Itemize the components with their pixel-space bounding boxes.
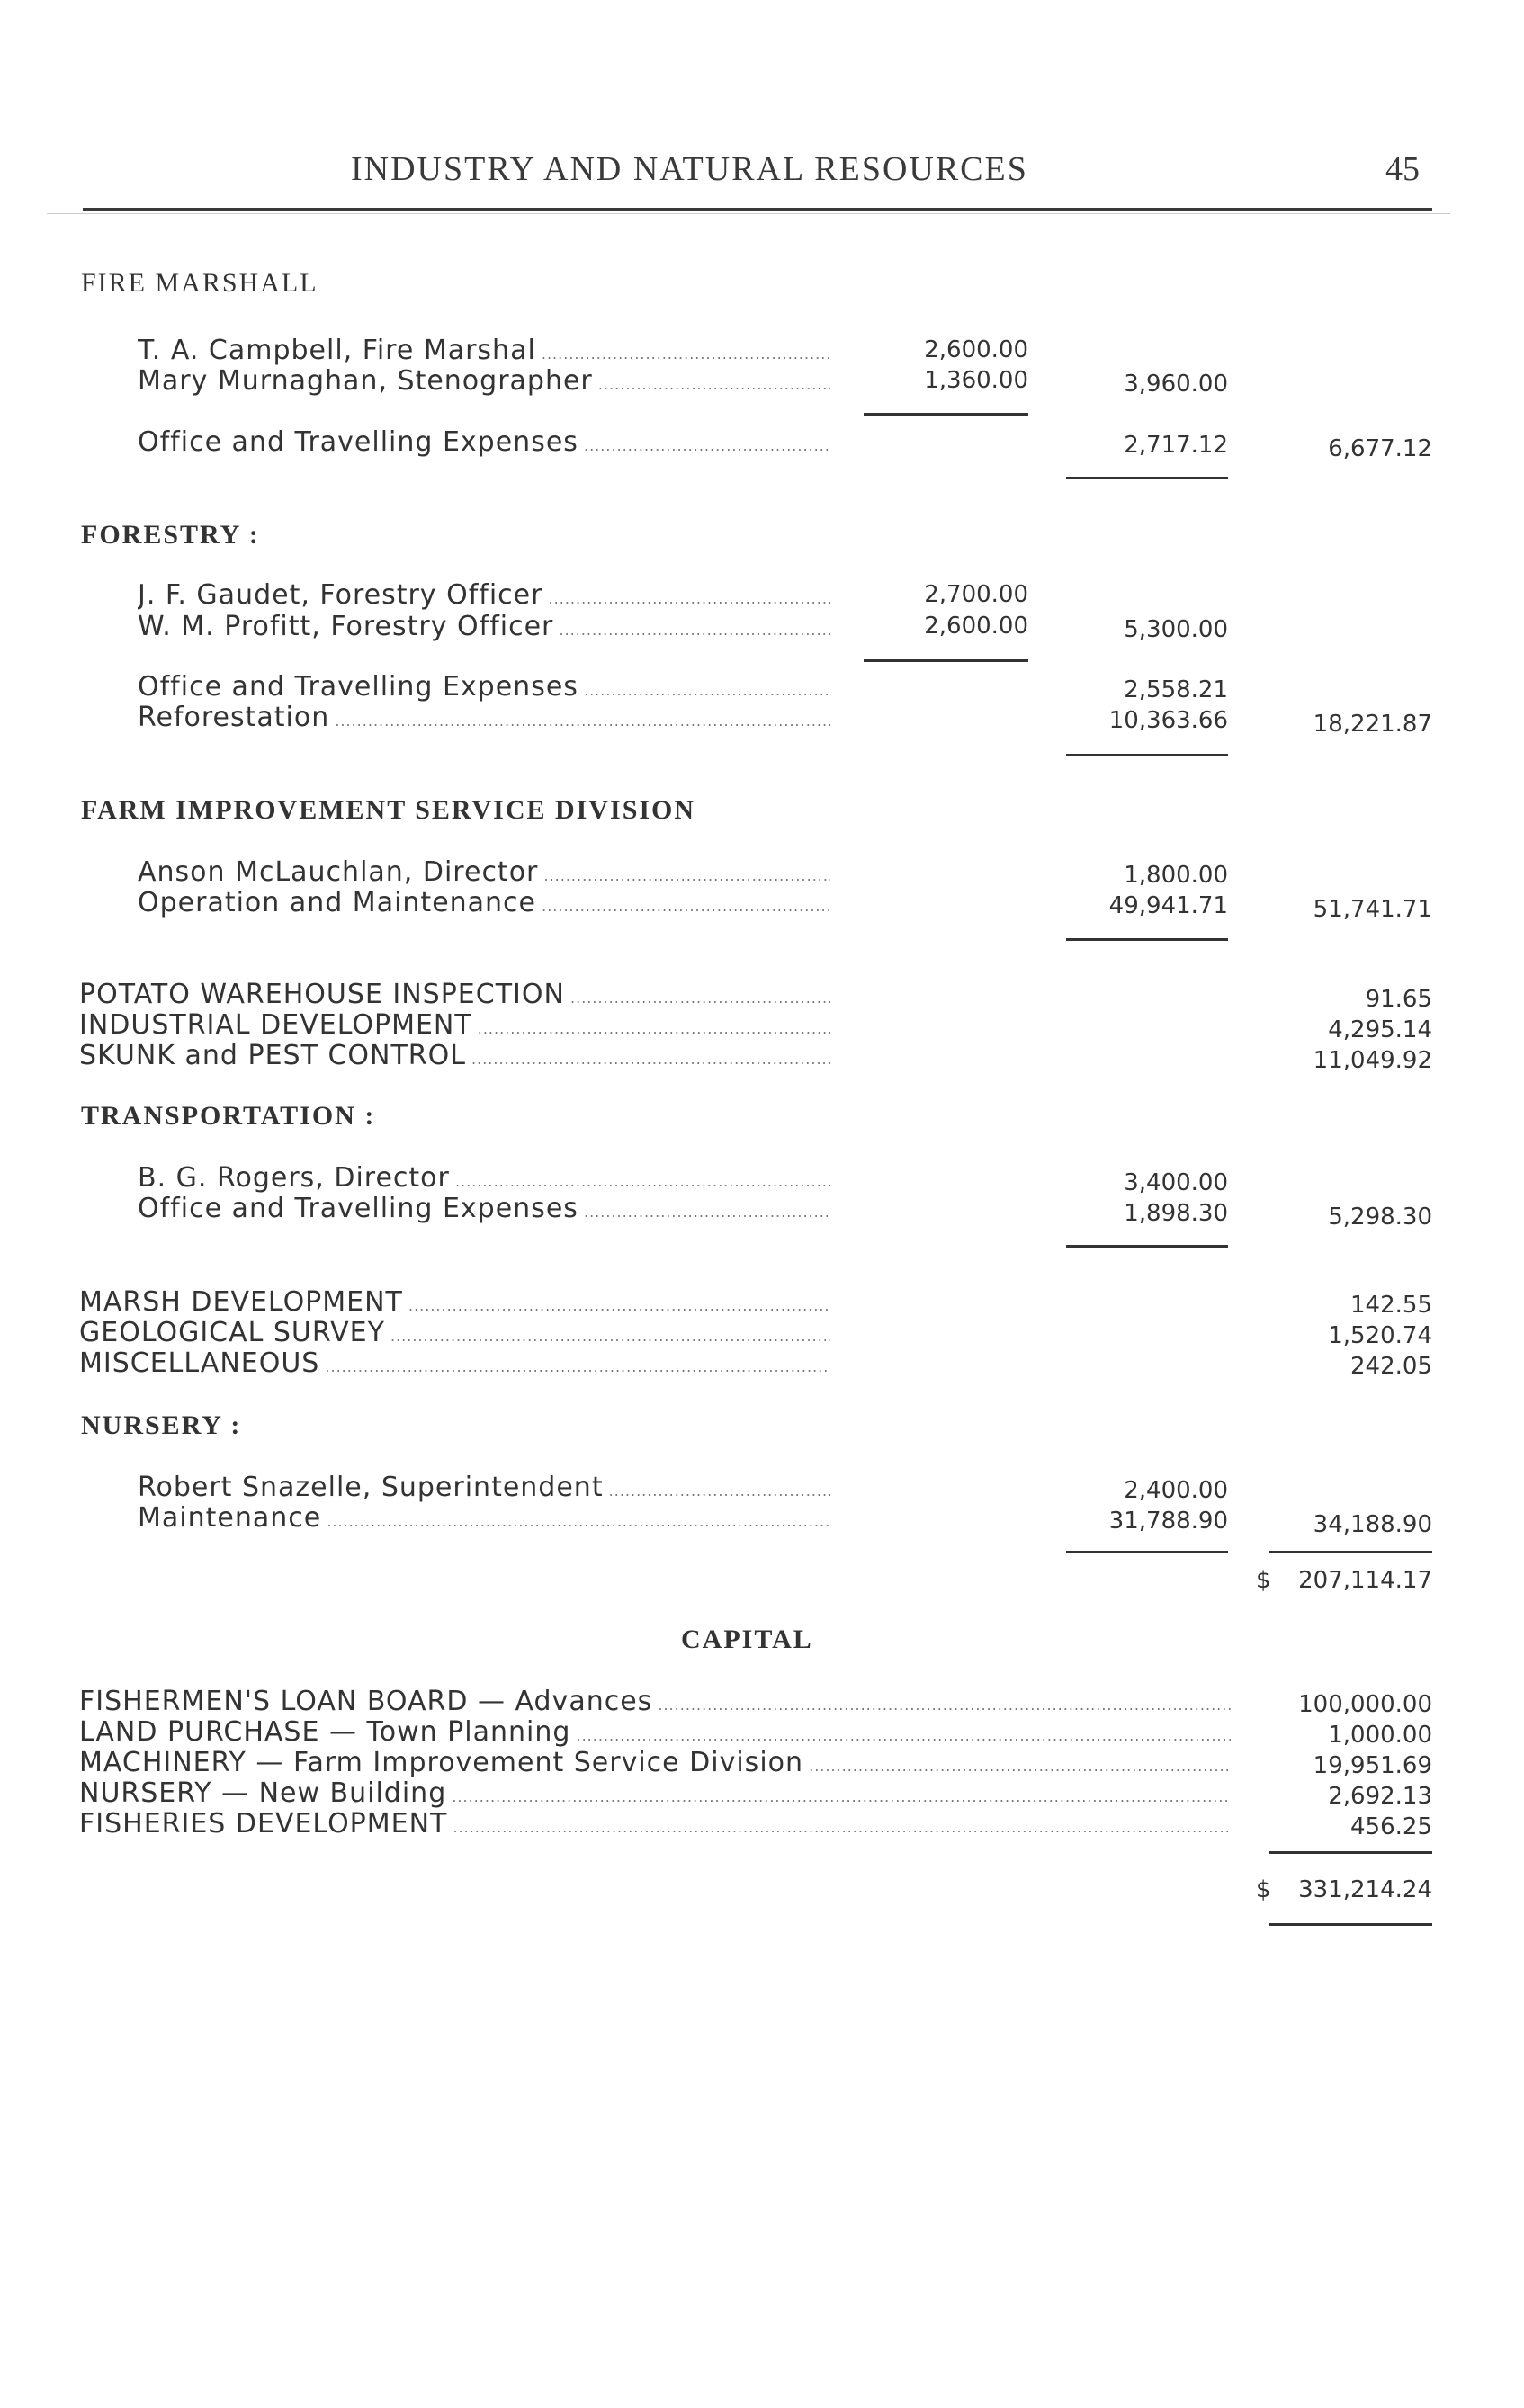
line-item-label: Office and Travelling Expenses ..... [138,426,830,458]
section-heading-fire-marshall: FIRE MARSHALL [81,268,318,298]
line-item-label: Office and Travelling Expenses ..... [138,671,830,703]
total: 51,741.71 [1313,896,1432,923]
line-item-label: Anson McLauchlan, Director ..... [138,856,830,888]
sum-rule [1269,1551,1432,1553]
total: 19,951.69 [1313,1752,1432,1779]
line-item-label: Maintenance ..... [138,1502,830,1534]
subtotal: 2,400.00 [1124,1477,1228,1504]
line-item-label: Operation and Maintenance ..... [138,887,830,918]
line-item-label: FISHERMEN'S LOAN BOARD — Advances ..... [79,1686,1231,1717]
line-item-label: MISCELLANEOUS ..... [79,1347,830,1379]
subtotal: 5,300.00 [1124,616,1228,643]
section-heading-farm: FARM IMPROVEMENT SERVICE DIVISION [81,795,696,825]
header-rule [83,208,1432,211]
subtotal: 31,788.90 [1108,1508,1228,1535]
amount: 2,600.00 [924,336,1028,363]
line-item-label: Reforestation ..... [138,702,830,733]
total: 4,295.14 [1328,1016,1432,1043]
subtotal: 2,558.21 [1124,676,1228,703]
sum-rule [1066,477,1228,479]
sum-rule [1066,1245,1228,1248]
total: 1,000.00 [1328,1722,1432,1749]
line-item-label: B. G. Rogers, Director ..... [138,1162,830,1194]
subtotal: 1,898.30 [1124,1200,1228,1227]
section-heading-capital: CAPITAL [681,1625,813,1654]
line-item-label: Robert Snazelle, Superintendent ..... [138,1472,830,1503]
line-item-label: MACHINERY — Farm Improvement Service Division ..... [79,1747,1231,1778]
total: 242.05 [1350,1353,1432,1380]
capital-grand-total: 331,214.24 [1298,1876,1432,1903]
line-item-label: W. M. Profitt, Forestry Officer ..... [138,611,830,642]
line-item-label: Mary Murnaghan, Stenographer ..... [138,365,830,397]
ordinary-total: 207,114.17 [1298,1567,1432,1594]
sum-rule [1066,938,1228,941]
sum-rule [864,659,1028,662]
sum-rule [1066,754,1228,756]
section-heading-forestry: FORESTRY : [81,520,260,550]
total: 2,692.13 [1328,1783,1432,1810]
line-item-label: INDUSTRIAL DEVELOPMENT ..... [79,1009,830,1041]
line-item-label: T. A. Campbell, Fire Marshal ..... [138,335,830,366]
sum-rule [864,413,1028,416]
amount: 1,360.00 [924,367,1028,394]
line-item-label: FISHERIES DEVELOPMENT ..... [79,1808,1231,1840]
line-item-label: LAND PURCHASE — Town Planning ..... [79,1716,1231,1748]
total: 100,000.00 [1298,1691,1432,1718]
page-header-title: INDUSTRY AND NATURAL RESOURCES [351,150,1028,188]
total: 91.65 [1365,986,1432,1013]
total: 11,049.92 [1313,1047,1432,1074]
total: 456.25 [1350,1813,1432,1840]
sum-rule [1066,1551,1228,1553]
sum-rule [1269,1923,1432,1926]
line-item-label: POTATO WAREHOUSE INSPECTION ..... [79,979,830,1010]
subtotal: 2,717.12 [1124,432,1228,459]
total: 18,221.87 [1313,711,1432,738]
subtotal: 10,363.66 [1108,707,1228,734]
sum-rule [1269,1851,1432,1854]
line-item-label: Office and Travelling Expenses ..... [138,1193,830,1224]
subtotal: 1,800.00 [1124,862,1228,889]
total: 1,520.74 [1328,1322,1432,1349]
line-item-label: MARSH DEVELOPMENT ..... [79,1286,830,1318]
line-item-label: SKUNK and PEST CONTROL ..... [79,1040,830,1071]
header-rule-light [47,213,1450,214]
page-number: 45 [1385,150,1420,188]
line-item-label: GEOLOGICAL SURVEY ..... [79,1317,830,1348]
subtotal: 3,960.00 [1124,371,1228,398]
total: 142.55 [1350,1292,1432,1319]
total: 6,677.12 [1328,435,1432,462]
line-item-label: NURSERY — New Building ..... [79,1777,1231,1809]
section-heading-nursery: NURSERY : [81,1410,242,1440]
currency-symbol: $ [1256,1567,1271,1594]
section-heading-transportation: TRANSPORTATION : [81,1101,376,1131]
subtotal: 3,400.00 [1124,1169,1228,1196]
total: 34,188.90 [1313,1511,1432,1538]
line-item-label: J. F. Gaudet, Forestry Officer ..... [138,579,830,611]
amount: 2,600.00 [924,613,1028,640]
subtotal: 49,941.71 [1108,892,1228,919]
amount: 2,700.00 [924,581,1028,608]
total: 5,298.30 [1328,1204,1432,1231]
currency-symbol: $ [1256,1876,1271,1903]
